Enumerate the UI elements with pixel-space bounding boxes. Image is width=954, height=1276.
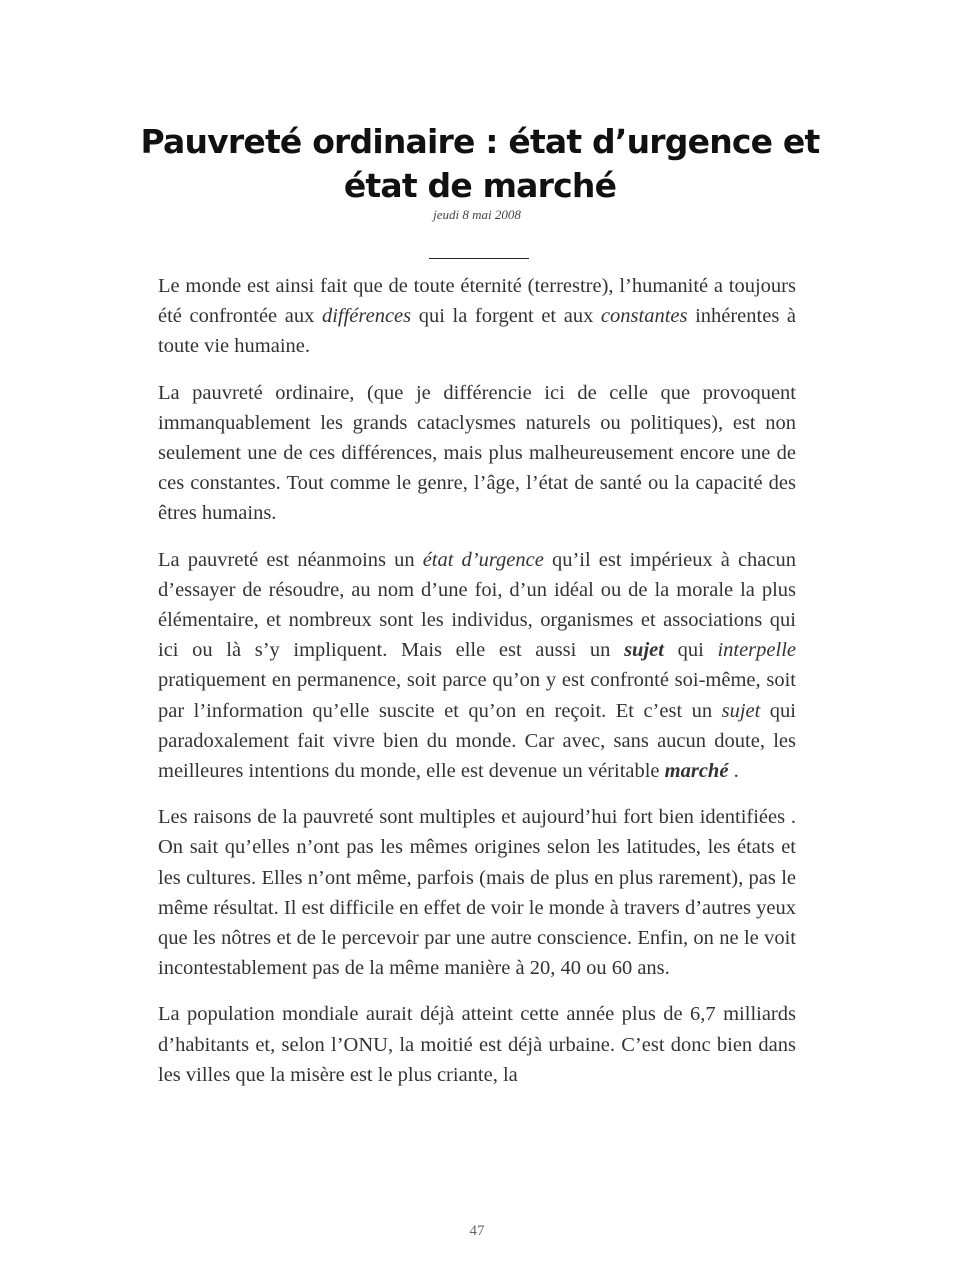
paragraph-text: . [728, 760, 739, 783]
emphasis-text: différences [321, 305, 412, 328]
paragraph-text: Les raisons de la pauvreté sont multiples et aujourd’hui fort bien identifiées . On sait qu’elles n’ont pas les mêmes origines selon les latitudes, les états et les cultures. Elles n’ont même, parfois (mais de plus en plus rarement), pas le même résultat. Il est difficile en effet de voir le monde à travers d’autres yeux que les nôtres et de le percevoir par une autre conscience. Enfin, on ne le voit incontestablement pas de la même manière à 20, 40 ou 60 ans. [158, 806, 796, 980]
emphasis-text: constantes [600, 305, 688, 328]
paragraph [158, 999, 796, 1090]
paragraph-text: Le monde est ainsi fait que de toute éternité (terrestre), l’humanité a toujours été confrontée aux [158, 275, 796, 328]
paragraph [158, 378, 796, 529]
strong-emphasis-text: sujet [624, 639, 664, 662]
emphasis-text: état d’urgence [422, 548, 544, 571]
paragraph-text: pratiquement en permanence, soit parce qu’on y est confronté soi-même, soit par l’information qu’elle suscite et qu’on en reçoit. Et c’est un [158, 669, 796, 722]
paragraph-text: La population mondiale aurait déjà atteint cette année plus de 6,7 milliards d’habitants et, selon l’ONU, la moitié est déjà urbaine. C’est donc bien dans les villes que la misère est le plus criante, la [158, 1003, 796, 1086]
paragraph-text: La pauvreté est néanmoins un [158, 548, 423, 571]
paragraph-text: qui la forgent et aux [411, 305, 601, 328]
separator-rule [429, 258, 529, 259]
paragraph-text: qu’il est impérieux à chacun d’essayer de résoudre, au nom d’une foi, d’un idéal ou de la morale la plus élémentaire, et nombreux sont les individus, organismes et associations qui ici ou là s’y impliquent. Mais elle est aussi un [158, 548, 797, 662]
paragraph-text: qui paradoxalement fait vivre bien du monde. Car avec, sans aucun doute, les meilleures intentions du monde, elle est devenue un véritable [158, 699, 796, 783]
emphasis-text: sujet [721, 699, 761, 722]
page-title: Pauvreté ordinaire : état d’urgence et état de marché [140, 122, 820, 205]
publication-date: jeudi 8 mai 2008 [433, 207, 521, 222]
page-number: 47 [469, 1223, 485, 1239]
emphasis-text: interpelle [717, 639, 796, 662]
strong-emphasis-text: marché [664, 760, 729, 783]
article-body [158, 271, 796, 1106]
paragraph [158, 802, 796, 983]
paragraph-text: inhérentes à toute vie humaine. [158, 305, 797, 358]
paragraph [158, 545, 796, 787]
paragraph [158, 271, 796, 362]
paragraph-text: qui [663, 639, 718, 662]
paragraph-text: La pauvreté ordinaire, (que je différencie ici de celle que provoquent immanquablement les grands cataclysmes naturels ou politiques), est non seulement une de ces différences, mais plus malheureusement encore une de ces constantes. Tout comme le genre, l’âge, l’état de santé ou la capacité des êtres humains. [158, 381, 796, 525]
